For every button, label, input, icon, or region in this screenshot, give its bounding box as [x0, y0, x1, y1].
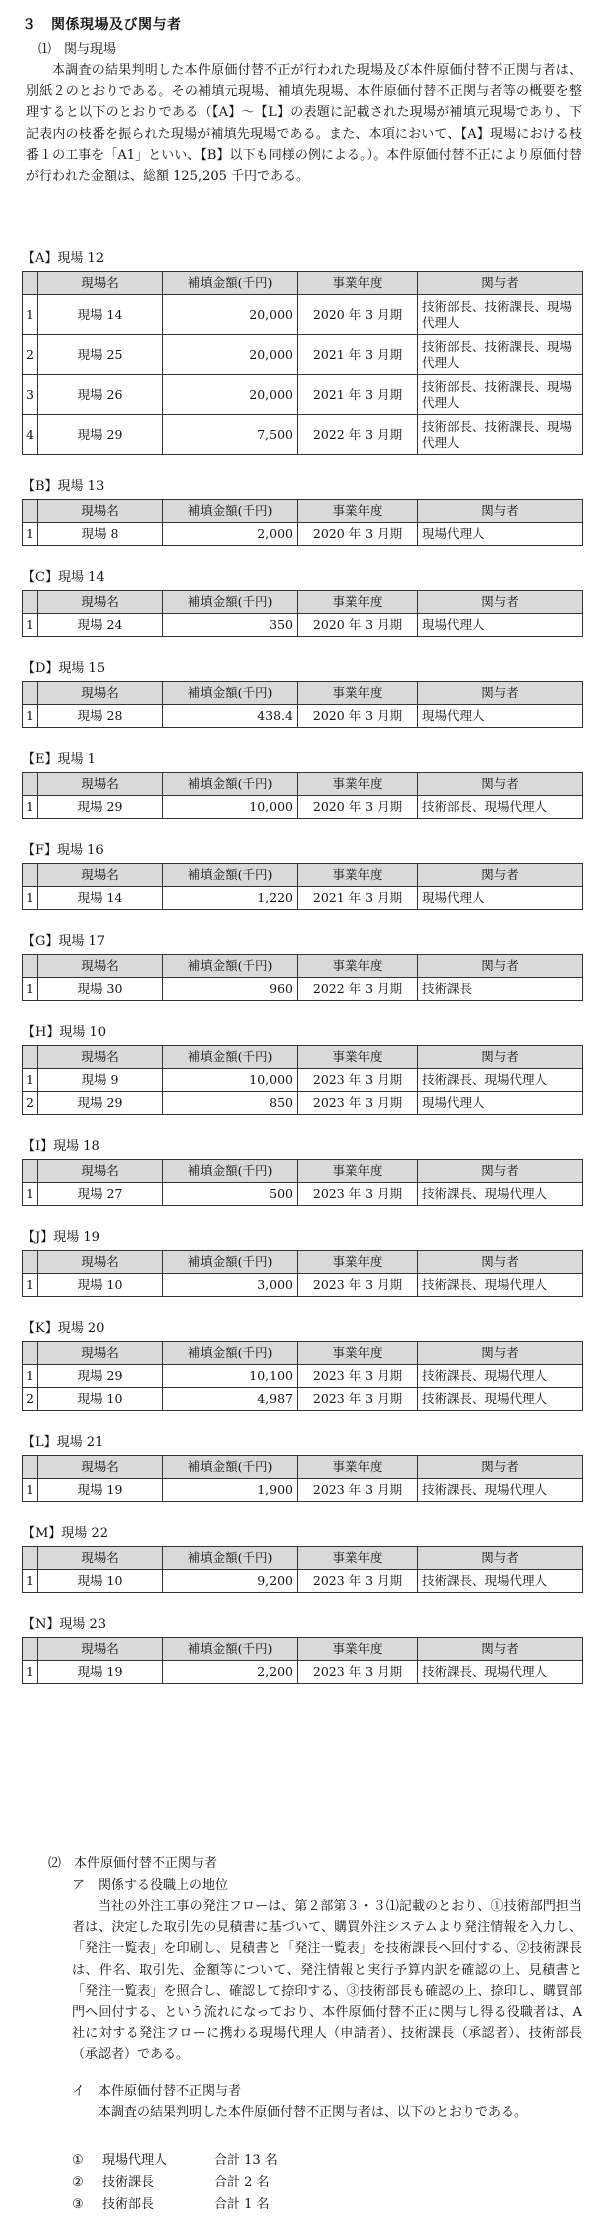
site-group	[22, 1024, 582, 1115]
row-number: 1	[23, 1479, 38, 1502]
group-title: 【E】現場 1	[22, 752, 96, 767]
participant-total: 合計 1 名	[214, 2197, 270, 2212]
header-site: 現場名	[38, 955, 163, 978]
site-name: 現場 10	[38, 1274, 163, 1297]
site-table	[22, 954, 583, 1001]
row-number: 2	[23, 1388, 38, 1411]
amount-value: 1,220	[163, 887, 298, 910]
table-row	[23, 1092, 583, 1115]
header-no	[23, 682, 38, 705]
site-group	[22, 1229, 582, 1297]
fiscal-year: 2020 年 3 月期	[298, 523, 418, 546]
fiscal-year: 2023 年 3 月期	[298, 1388, 418, 1411]
header-year: 事業年度	[298, 1547, 418, 1570]
table-header-row	[23, 682, 583, 705]
header-site: 現場名	[38, 1251, 163, 1274]
group-title: 【J】現場 19	[22, 1230, 100, 1245]
participant-total: 合計 2 名	[214, 2175, 270, 2190]
header-site: 現場名	[38, 1160, 163, 1183]
related-persons: 現場代理人	[418, 614, 583, 637]
site-name: 現場 14	[38, 295, 163, 335]
table-header-row	[23, 1046, 583, 1069]
row-number: 1	[23, 1570, 38, 1593]
fiscal-year: 2023 年 3 月期	[298, 1183, 418, 1206]
header-related: 関与者	[418, 773, 583, 796]
row-number: 1	[23, 1661, 38, 1684]
header-related: 関与者	[418, 1342, 583, 1365]
related-persons: 技術部長、技術課長、現場代理人	[418, 335, 583, 375]
site-group	[22, 569, 582, 637]
site-table	[22, 1159, 583, 1206]
header-related: 関与者	[418, 955, 583, 978]
row-number: 1	[23, 1069, 38, 1092]
group-title: 【M】現場 22	[22, 1526, 108, 1541]
group-title: 【C】現場 14	[22, 570, 105, 585]
fiscal-year: 2020 年 3 月期	[298, 614, 418, 637]
header-related: 関与者	[418, 1547, 583, 1570]
amount-value: 350	[163, 614, 298, 637]
row-number: 2	[23, 1092, 38, 1115]
group-title: 【D】現場 15	[22, 661, 106, 676]
group-title: 【A】現場 12	[22, 251, 105, 266]
site-name: 現場 9	[38, 1069, 163, 1092]
header-amount: 補填金額(千円)	[163, 1046, 298, 1069]
header-amount: 補填金額(千円)	[163, 864, 298, 887]
table-row	[23, 295, 583, 335]
table-row	[23, 887, 583, 910]
fiscal-year: 2021 年 3 月期	[298, 375, 418, 415]
table-header-row	[23, 1456, 583, 1479]
participant-item	[72, 2150, 278, 2172]
site-name: 現場 29	[38, 415, 163, 455]
site-group	[22, 660, 582, 728]
header-amount: 補填金額(千円)	[163, 1251, 298, 1274]
intro-paragraph: 本調査の結果判明した本件原価付替不正が行われた現場及び本件原価付替不正関与者は、別紙２のとおりである。その補填元現場、補填先現場、本件原価付替不正関与者等の概要を整理すると以下のとおりである（【A】～【L】の表題に記載された現場が補填元現場であり、下記表内の枝番を振られた現場が補填先現場である。また、本項において、【A】現場における枝番１の工事を「A1」といい、【B】以下も同様の例による。）。本件原価付替不正により原価付替が行われた金額は、総額 125,205 千円である。	[26, 63, 582, 185]
site-name: 現場 19	[38, 1661, 163, 1684]
header-amount: 補填金額(千円)	[163, 773, 298, 796]
amount-value: 500	[163, 1183, 298, 1206]
table-row	[23, 796, 583, 819]
participant-number: ①	[72, 2153, 84, 2168]
table-header-row	[23, 1251, 583, 1274]
header-site: 現場名	[38, 773, 163, 796]
subsection-heading: ⑴ 関与現場	[38, 42, 117, 57]
participant-role: 技術部長	[102, 2197, 155, 2212]
site-name: 現場 14	[38, 887, 163, 910]
header-no	[23, 864, 38, 887]
header-no	[23, 1456, 38, 1479]
table-row	[23, 1388, 583, 1411]
site-table	[22, 1455, 583, 1502]
table-header-row	[23, 1342, 583, 1365]
related-persons: 技術課長、現場代理人	[418, 1661, 583, 1684]
amount-value: 10,000	[163, 796, 298, 819]
site-group	[22, 1525, 582, 1593]
header-site: 現場名	[38, 1456, 163, 1479]
related-persons: 現場代理人	[418, 523, 583, 546]
related-persons: 技術課長、現場代理人	[418, 1570, 583, 1593]
site-name: 現場 8	[38, 523, 163, 546]
amount-value: 438.4	[163, 705, 298, 728]
participant-item	[72, 2194, 278, 2216]
fiscal-year: 2023 年 3 月期	[298, 1069, 418, 1092]
header-year: 事業年度	[298, 1638, 418, 1661]
row-number: 1	[23, 887, 38, 910]
table-row	[23, 1183, 583, 1206]
section2-heading: ⑵ 本件原価付替不正関与者	[48, 1856, 218, 1871]
header-related: 関与者	[418, 591, 583, 614]
header-site: 現場名	[38, 1342, 163, 1365]
site-table	[22, 1637, 583, 1684]
site-name: 現場 10	[38, 1570, 163, 1593]
participants-list	[72, 2150, 278, 2216]
fiscal-year: 2021 年 3 月期	[298, 887, 418, 910]
table-header-row	[23, 272, 583, 295]
header-year: 事業年度	[298, 500, 418, 523]
site-table	[22, 1341, 583, 1411]
related-persons: 技術部長、技術課長、現場代理人	[418, 415, 583, 455]
header-related: 関与者	[418, 1456, 583, 1479]
table-header-row	[23, 864, 583, 887]
site-table	[22, 681, 583, 728]
participants-paragraph: 本調査の結果判明した本件原価付替不正関与者は、以下のとおりである。	[98, 2105, 528, 2120]
row-number: 1	[23, 1274, 38, 1297]
amount-value: 20,000	[163, 375, 298, 415]
site-table	[22, 863, 583, 910]
site-table	[22, 1045, 583, 1115]
fiscal-year: 2022 年 3 月期	[298, 978, 418, 1001]
amount-value: 4,987	[163, 1388, 298, 1411]
amount-value: 10,000	[163, 1069, 298, 1092]
table-row	[23, 335, 583, 375]
header-amount: 補填金額(千円)	[163, 1342, 298, 1365]
group-title: 【F】現場 16	[22, 843, 104, 858]
header-site: 現場名	[38, 591, 163, 614]
table-header-row	[23, 773, 583, 796]
header-year: 事業年度	[298, 682, 418, 705]
group-title: 【K】現場 20	[22, 1321, 105, 1336]
header-related: 関与者	[418, 272, 583, 295]
row-number: 4	[23, 415, 38, 455]
site-name: 現場 25	[38, 335, 163, 375]
site-group	[22, 1138, 582, 1206]
group-title: 【H】現場 10	[22, 1025, 107, 1040]
site-table	[22, 772, 583, 819]
participant-role: 技術課長	[102, 2175, 155, 2190]
table-header-row	[23, 500, 583, 523]
fiscal-year: 2021 年 3 月期	[298, 335, 418, 375]
header-amount: 補填金額(千円)	[163, 955, 298, 978]
site-group	[22, 1616, 582, 1684]
group-title: 【N】現場 23	[22, 1617, 107, 1632]
related-persons: 技術課長、現場代理人	[418, 1479, 583, 1502]
header-no	[23, 500, 38, 523]
header-site: 現場名	[38, 682, 163, 705]
fiscal-year: 2020 年 3 月期	[298, 705, 418, 728]
header-amount: 補填金額(千円)	[163, 1547, 298, 1570]
fiscal-year: 2023 年 3 月期	[298, 1479, 418, 1502]
site-name: 現場 26	[38, 375, 163, 415]
header-amount: 補填金額(千円)	[163, 682, 298, 705]
site-table	[22, 499, 583, 546]
site-table	[22, 590, 583, 637]
participant-number: ②	[72, 2175, 84, 2190]
row-number: 1	[23, 978, 38, 1001]
row-number: 1	[23, 705, 38, 728]
header-related: 関与者	[418, 864, 583, 887]
site-group	[22, 842, 582, 910]
header-no	[23, 955, 38, 978]
table-header-row	[23, 591, 583, 614]
table-row	[23, 614, 583, 637]
header-year: 事業年度	[298, 1046, 418, 1069]
group-title: 【G】現場 17	[22, 934, 106, 949]
fiscal-year: 2023 年 3 月期	[298, 1092, 418, 1115]
site-group	[22, 250, 582, 455]
table-row	[23, 375, 583, 415]
header-site: 現場名	[38, 864, 163, 887]
table-row	[23, 1661, 583, 1684]
header-no	[23, 272, 38, 295]
header-no	[23, 1160, 38, 1183]
site-name: 現場 29	[38, 1365, 163, 1388]
site-name: 現場 24	[38, 614, 163, 637]
order-flow-paragraph: 当社の外注工事の発注フローは、第２部第３・３⑴記載のとおり、①技術部門担当者は、決定した取引先の見積書に基づいて、購買外注システムより発注情報を入力し、「発注一覧表」を印刷し、見積書と「発注一覧表」を技術課長へ回付する、②技術課長は、件名、取引先、金額等について、発注情報と実行予算内訳を確認の上、見積書と「発注一覧表」を照合し、確認して捺印する、③技術部長も確認の上、捺印し、購買部門へ回付する、という流れになっており、本件原価付替不正に関与し得る役職者は、A 社に対する発注フローに携わる現場代理人（申請者）、技術課長（承認者）、技術部長（承認者）である。	[72, 1899, 582, 2063]
table-row	[23, 1479, 583, 1502]
related-persons: 技術課長、現場代理人	[418, 1069, 583, 1092]
related-persons: 技術部長、現場代理人	[418, 796, 583, 819]
fiscal-year: 2020 年 3 月期	[298, 796, 418, 819]
table-header-row	[23, 1160, 583, 1183]
site-group	[22, 933, 582, 1001]
header-site: 現場名	[38, 1638, 163, 1661]
header-year: 事業年度	[298, 1342, 418, 1365]
header-related: 関与者	[418, 682, 583, 705]
participant-number: ③	[72, 2197, 84, 2212]
site-name: 現場 30	[38, 978, 163, 1001]
participant-role: 現場代理人	[102, 2153, 168, 2168]
header-amount: 補填金額(千円)	[163, 1638, 298, 1661]
group-title: 【L】現場 21	[22, 1435, 104, 1450]
group-title: 【I】現場 18	[22, 1139, 100, 1154]
amount-value: 2,200	[163, 1661, 298, 1684]
header-site: 現場名	[38, 1046, 163, 1069]
header-no	[23, 1547, 38, 1570]
site-name: 現場 10	[38, 1388, 163, 1411]
site-table	[22, 1546, 583, 1593]
fiscal-year: 2022 年 3 月期	[298, 415, 418, 455]
table-header-row	[23, 955, 583, 978]
amount-value: 850	[163, 1092, 298, 1115]
header-no	[23, 1342, 38, 1365]
row-number: 3	[23, 375, 38, 415]
row-number: 1	[23, 295, 38, 335]
header-year: 事業年度	[298, 272, 418, 295]
header-year: 事業年度	[298, 1160, 418, 1183]
site-group	[22, 1320, 582, 1411]
table-row	[23, 978, 583, 1001]
header-year: 事業年度	[298, 773, 418, 796]
amount-value: 960	[163, 978, 298, 1001]
header-related: 関与者	[418, 1251, 583, 1274]
header-no	[23, 773, 38, 796]
amount-value: 20,000	[163, 335, 298, 375]
site-name: 現場 27	[38, 1183, 163, 1206]
header-year: 事業年度	[298, 955, 418, 978]
row-number: 1	[23, 1365, 38, 1388]
row-number: 1	[23, 1183, 38, 1206]
related-persons: 技術課長	[418, 978, 583, 1001]
site-group	[22, 1434, 582, 1502]
table-row	[23, 523, 583, 546]
header-amount: 補填金額(千円)	[163, 1160, 298, 1183]
row-number: 1	[23, 614, 38, 637]
row-number: 1	[23, 796, 38, 819]
table-row	[23, 1570, 583, 1593]
site-group	[22, 478, 582, 546]
amount-value: 10,100	[163, 1365, 298, 1388]
related-persons: 技術部長、技術課長、現場代理人	[418, 375, 583, 415]
header-related: 関与者	[418, 1638, 583, 1661]
participants-subheading: イ 本件原価付替不正関与者	[72, 2084, 242, 2099]
fiscal-year: 2023 年 3 月期	[298, 1274, 418, 1297]
participant-total: 合計 13 名	[214, 2153, 278, 2168]
amount-value: 7,500	[163, 415, 298, 455]
header-site: 現場名	[38, 1547, 163, 1570]
header-year: 事業年度	[298, 1456, 418, 1479]
related-persons: 現場代理人	[418, 887, 583, 910]
row-number: 2	[23, 335, 38, 375]
table-header-row	[23, 1547, 583, 1570]
site-table	[22, 271, 583, 455]
table-row	[23, 1274, 583, 1297]
site-table	[22, 1250, 583, 1297]
header-related: 関与者	[418, 1160, 583, 1183]
header-amount: 補填金額(千円)	[163, 591, 298, 614]
amount-value: 2,000	[163, 523, 298, 546]
site-name: 現場 29	[38, 1092, 163, 1115]
header-amount: 補填金額(千円)	[163, 1456, 298, 1479]
header-no	[23, 1251, 38, 1274]
section-heading: ３ 関係現場及び関与者	[22, 17, 182, 33]
header-related: 関与者	[418, 1046, 583, 1069]
table-row	[23, 1365, 583, 1388]
table-row	[23, 415, 583, 455]
related-persons: 技術課長、現場代理人	[418, 1274, 583, 1297]
related-persons: 現場代理人	[418, 705, 583, 728]
site-name: 現場 19	[38, 1479, 163, 1502]
header-amount: 補填金額(千円)	[163, 272, 298, 295]
header-site: 現場名	[38, 272, 163, 295]
header-no	[23, 1046, 38, 1069]
header-site: 現場名	[38, 500, 163, 523]
header-related: 関与者	[418, 500, 583, 523]
table-header-row	[23, 1638, 583, 1661]
fiscal-year: 2023 年 3 月期	[298, 1365, 418, 1388]
participant-item	[72, 2172, 278, 2194]
amount-value: 1,900	[163, 1479, 298, 1502]
related-persons: 現場代理人	[418, 1092, 583, 1115]
related-persons: 技術課長、現場代理人	[418, 1365, 583, 1388]
header-year: 事業年度	[298, 591, 418, 614]
header-no	[23, 1638, 38, 1661]
fiscal-year: 2023 年 3 月期	[298, 1661, 418, 1684]
site-group	[22, 751, 582, 819]
header-no	[23, 591, 38, 614]
amount-value: 20,000	[163, 295, 298, 335]
position-subheading: ア 関係する役職上の地位	[72, 1878, 229, 1893]
fiscal-year: 2023 年 3 月期	[298, 1570, 418, 1593]
site-name: 現場 29	[38, 796, 163, 819]
row-number: 1	[23, 523, 38, 546]
fiscal-year: 2020 年 3 月期	[298, 295, 418, 335]
related-persons: 技術課長、現場代理人	[418, 1388, 583, 1411]
amount-value: 9,200	[163, 1570, 298, 1593]
header-year: 事業年度	[298, 1251, 418, 1274]
site-name: 現場 28	[38, 705, 163, 728]
related-persons: 技術部長、技術課長、現場代理人	[418, 295, 583, 335]
table-row	[23, 705, 583, 728]
table-row	[23, 1069, 583, 1092]
site-tables	[22, 250, 582, 1707]
amount-value: 3,000	[163, 1274, 298, 1297]
header-amount: 補填金額(千円)	[163, 500, 298, 523]
group-title: 【B】現場 13	[22, 479, 105, 494]
header-year: 事業年度	[298, 864, 418, 887]
related-persons: 技術課長、現場代理人	[418, 1183, 583, 1206]
